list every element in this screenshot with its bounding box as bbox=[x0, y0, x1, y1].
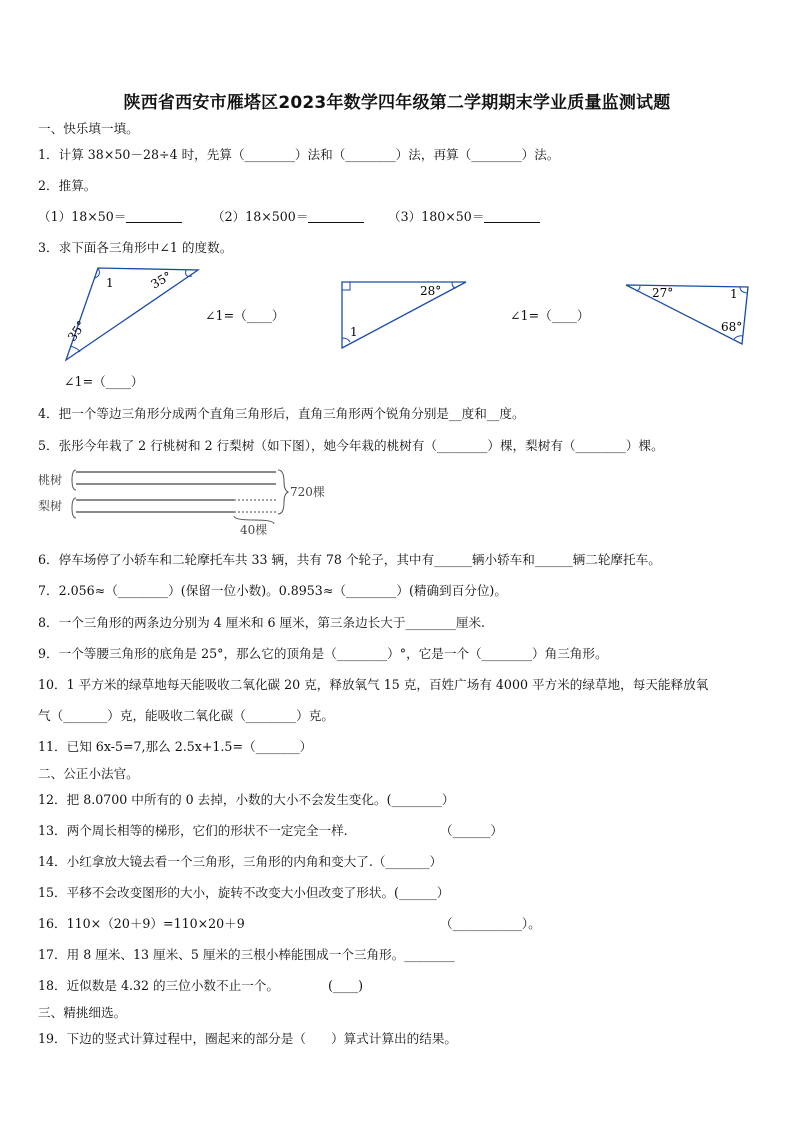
question-1: 1．计算 38×50－28÷4 时，先算（________）法和（________）法，再算（________）法。 bbox=[38, 147, 560, 162]
question-10-line-2: 气（_______）克，能吸收二氧化碳（________）克。 bbox=[38, 708, 334, 723]
question-2a-label: （1）18×50＝ bbox=[38, 209, 127, 224]
peach-label: 桃树 bbox=[38, 473, 63, 487]
question-3: 3．求下面各三角形中∠1 的度数。 bbox=[38, 240, 233, 255]
question-13-answer: （______） bbox=[440, 823, 503, 838]
trees-figure bbox=[0, 464, 794, 540]
question-4: 4．把一个等边三角形分成两个直角三角形后，直角三角形两个锐角分别是__度和__度。 bbox=[38, 406, 525, 421]
question-2b bbox=[212, 209, 364, 225]
triangle-b-right-angle bbox=[342, 282, 350, 290]
triangle-b-label-right: 28° bbox=[420, 284, 442, 298]
question-2a bbox=[38, 209, 182, 225]
question-19: 19．下边的竖式计算过程中，圈起来的部分是（ ）算式计算出的结果。 bbox=[38, 1031, 458, 1046]
question-15: 15．平移不会改变图形的大小，旋转不改变大小但改变了形状。(______） bbox=[38, 885, 450, 900]
triangle-b-label-bottom: 1 bbox=[350, 325, 358, 339]
question-12: 12．把 8.0700 中所有的 0 去掉，小数的大小不会发生变化。(________） bbox=[38, 792, 455, 807]
question-11: 11．已知 6x-5=7,那么 2.5x+1.5=（_______） bbox=[38, 739, 313, 754]
triangle-a-shape bbox=[66, 268, 198, 360]
peach-brace bbox=[72, 470, 76, 490]
section-3-heading: 三、精挑细选。 bbox=[38, 1005, 127, 1020]
total-label: 720棵 bbox=[290, 485, 325, 499]
triangle-c-arc-bottom bbox=[734, 336, 743, 339]
question-2b-label: （2）18×500＝ bbox=[212, 209, 309, 224]
question-2c-label: （3）180×50＝ bbox=[388, 209, 485, 224]
answer-blank bbox=[126, 210, 182, 223]
triangle-c-arc-right bbox=[740, 287, 747, 293]
question-7: 7．2.056≈（________）(保留一位小数)。0.8953≈（________）(精确到百分位)。 bbox=[38, 583, 507, 598]
question-16: 16．110×（20＋9）=110×20＋9 bbox=[38, 916, 245, 931]
question-2c bbox=[388, 209, 540, 225]
question-10-line-1: 10．1 平方米的绿草地每天能吸收二氧化碳 20 克，释放氧气 15 克，百姓广场有 4000 平方米的绿草地，每天能释放氧 bbox=[38, 677, 709, 692]
page-title: 陕西省西安市雁塔区2023年数学四年级第二学期期末学业质量监测试题 bbox=[123, 93, 671, 113]
triangle-c-label-left: 27° bbox=[652, 286, 674, 300]
question-2: 2．推算。 bbox=[38, 178, 97, 193]
triangle-b-shape bbox=[342, 282, 466, 348]
question-3-answer-c: ∠1=（____） bbox=[510, 308, 590, 323]
triangle-a-label-top: 1 bbox=[106, 276, 114, 290]
total-brace bbox=[278, 470, 288, 514]
triangle-b-arc-bottom bbox=[342, 338, 350, 342]
section-1-heading: 一、快乐填一填。 bbox=[38, 121, 139, 136]
question-17: 17．用 8 厘米、13 厘米、5 厘米的三根小棒能围成一个三角形。________ bbox=[38, 947, 455, 962]
answer-blank bbox=[484, 210, 540, 223]
question-13: 13．两个周长相等的梯形，它们的形状不一定完全一样. bbox=[38, 823, 348, 838]
triangle-figures bbox=[0, 262, 794, 372]
triangle-a-label-bottom: 35° bbox=[64, 318, 89, 344]
question-8: 8．一个三角形的两条边分别为 4 厘米和 6 厘米，第三条边长大于________厘米. bbox=[38, 615, 486, 630]
triangle-c-label-bottom: 68° bbox=[721, 320, 743, 334]
diff-label: 40棵 bbox=[240, 523, 268, 537]
triangle-c bbox=[626, 285, 748, 344]
question-9: 9．一个等腰三角形的底角是 25°，那么它的顶角是（________）°，它是一个（________）角三角形。 bbox=[38, 646, 608, 661]
triangle-b bbox=[342, 282, 466, 348]
question-16-answer: （___________）。 bbox=[440, 916, 541, 931]
question-3-answer-a: ∠1=（____） bbox=[64, 374, 144, 389]
section-2-heading: 二、公正小法官。 bbox=[38, 766, 139, 781]
question-6: 6．停车场停了小轿车和二轮摩托车共 33 辆，共有 78 个轮子，其中有______辆小轿车和______辆二轮摩托车。 bbox=[38, 552, 661, 567]
question-3-answer-b: ∠1=（____） bbox=[205, 308, 285, 323]
answer-blank bbox=[308, 210, 364, 223]
triangle-a-label-right: 35° bbox=[148, 268, 174, 292]
triangle-a bbox=[65, 268, 198, 360]
pear-label: 梨树 bbox=[38, 499, 63, 513]
question-18-answer: (____) bbox=[328, 978, 364, 993]
question-5: 5．张彤今年栽了 2 行桃树和 2 行梨树（如下图），她今年栽的桃树有（________）棵，梨树有（________）棵。 bbox=[38, 438, 664, 453]
question-14: 14．小红拿放大镜去看一个三角形，三角形的内角和变大了.（_______） bbox=[38, 854, 443, 869]
triangle-c-label-right: 1 bbox=[730, 287, 738, 301]
pear-brace bbox=[72, 498, 76, 518]
question-18: 18．近似数是 4.32 的三位小数不止一个。 bbox=[38, 978, 279, 993]
